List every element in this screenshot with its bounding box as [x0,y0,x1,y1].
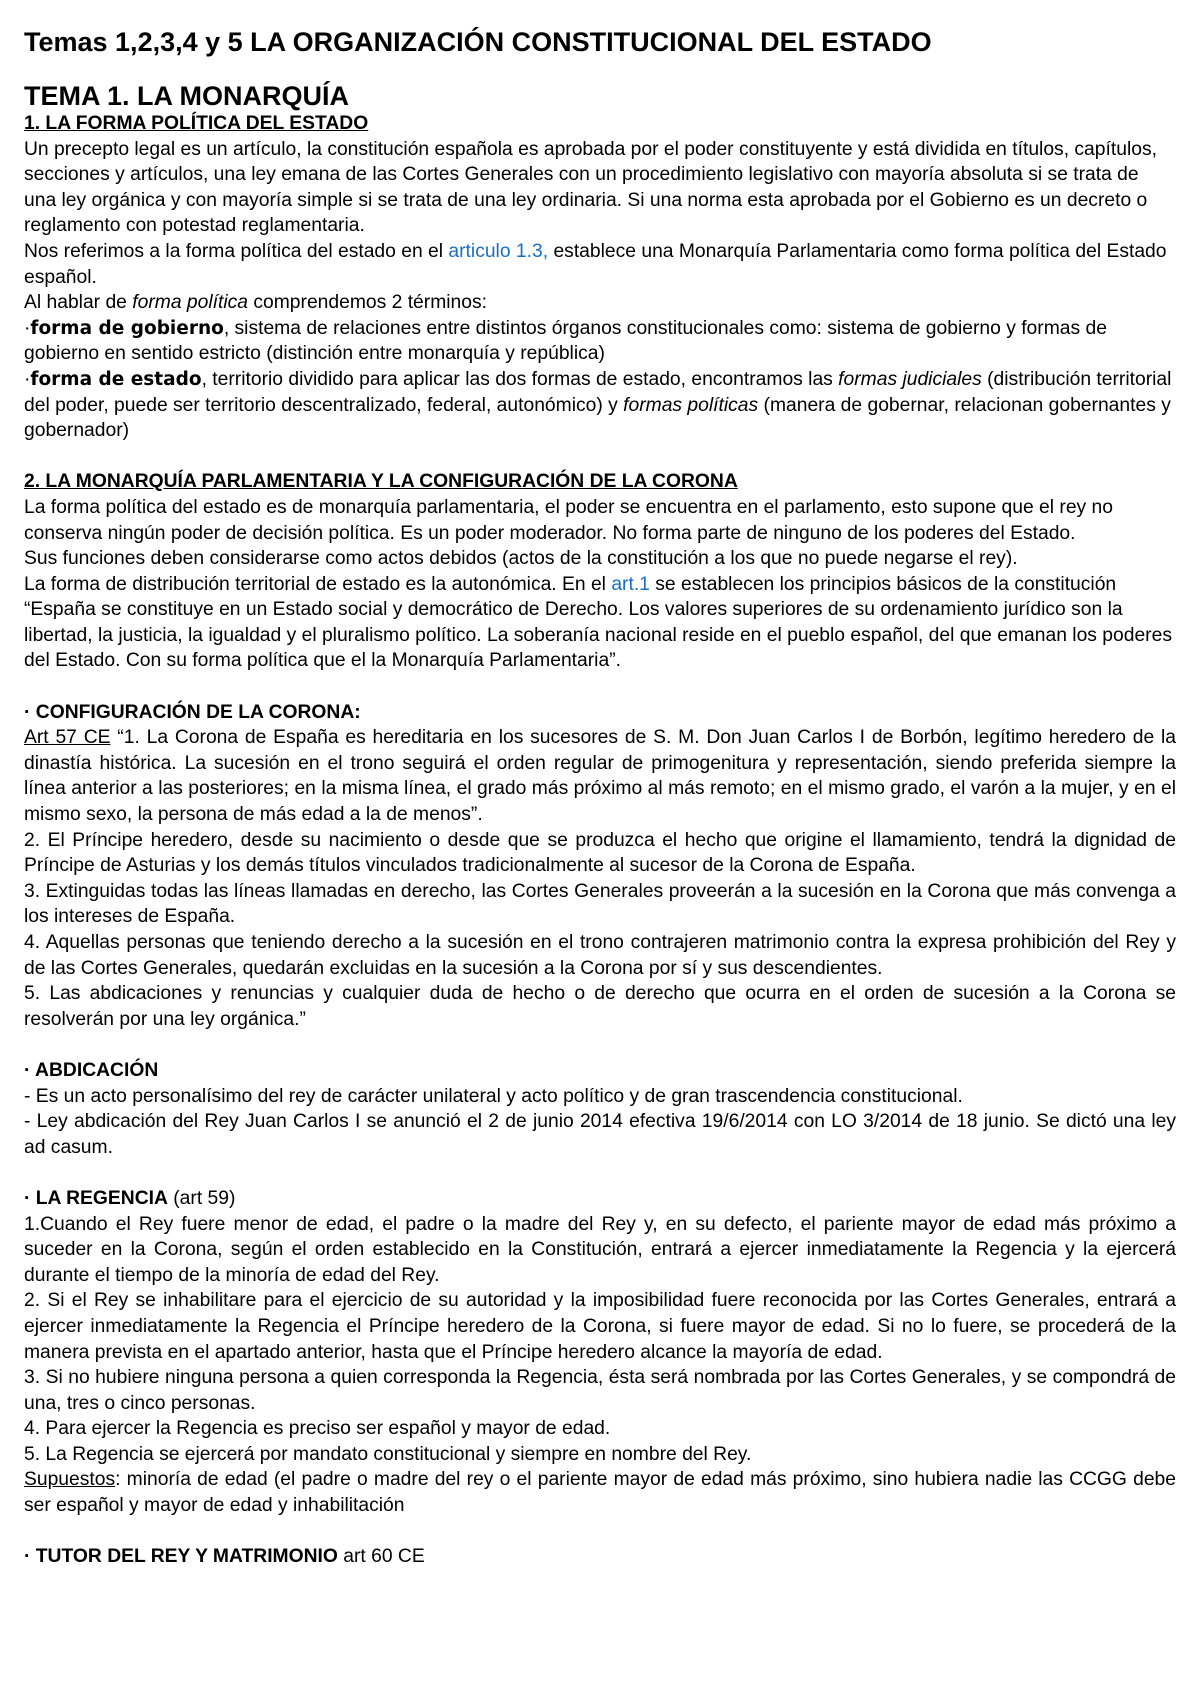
section-2-paragraph-3 [24,572,1176,674]
section-1-paragraph-3 [24,290,1176,316]
art-57-label: Art 57 CE [24,727,111,749]
bold-heading: · LA REGENCIA [24,1187,168,1209]
text-span: , territorio dividido para aplicar las dos formas de estado, encontramos las [201,368,839,390]
abdicacion-item-2: - Ley abdicación del Rey Juan Carlos I se anunció el 2 de junio 2014 efectiva 19/6/2014 con LO 3/2014 de 18 junio. Se dictó una ley ad casum. [24,1111,1176,1158]
spacer [24,1032,1176,1058]
text-span: se establecen los principios básicos de la constitución “España se constituye en un Estado social y democrático de Derecho. Los valores superiores de su ordenamiento jurídico son la libertad, la justicia, la igualdad y el pluralismo político. La soberanía nacional reside en el pueblo español, del que emanan los poderes del Estado. Con su forma política que el la Monarquía Parlamentaria”. [24,573,1172,672]
section-2-heading: 2. LA MONARQUÍA PARLAMENTARIA Y LA CONFIGURACIÓN DE LA CORONA [24,471,738,493]
italic-term: formas políticas [623,394,759,416]
bullet-dot: · [24,368,31,390]
text-span: establece una Monarquía Parlamentaria como forma política del Estado español. [24,240,1167,288]
document-title: Temas 1,2,3,4 y 5 LA ORGANIZACIÓN CONSTITUCIONAL DEL ESTADO [24,27,932,57]
heading-suffix: art 60 CE [337,1546,425,1568]
articulo-1-3-link[interactable]: articulo 1.3, [448,240,549,262]
text-span: : minoría de edad (el padre o madre del rey o el pariente mayor de edad más próximo, sino hubiera nadie las CCGG debe ser español y mayor de edad y inhabilitación [24,1469,1176,1517]
art-1-link[interactable]: art.1 [611,573,650,595]
supuestos-label: Supuestos [24,1469,116,1491]
spacer [24,1519,1176,1545]
regencia-paragraph-5: 5. La Regencia se ejercerá por mandato constitucional y siempre en nombre del Rey. [24,1443,752,1465]
corona-paragraph-4: 4. Aquellas personas que teniendo derecho a la sucesión en el trono contrajeren matrimonio contra la expresa prohibición del Rey y de las Cortes Generales, quedarán excluidas en la sucesión a la Corona por sí y sus descendientes. [24,932,1176,979]
text-span: La forma de distribución territorial de estado es la autonómica. En el [24,573,612,595]
abdicacion-heading: · ABDICACIÓN [24,1059,159,1081]
regencia-paragraph-3: 3. Si no hubiere ninguna persona a quien corresponda la Regencia, ésta será nombrada por las Cortes Generales, y se compondrá de una, tres o cinco personas. [24,1367,1176,1414]
section-2-paragraph-2: Sus funciones deben considerarse como actos debidos (actos de la constitución a los que no puede negarse el rey). [24,548,1018,570]
corona-heading: · CONFIGURACIÓN DE LA CORONA: [24,701,361,723]
tutor-heading [24,1544,1176,1570]
bold-term: forma de estado [30,368,202,390]
corona-paragraph-5: 5. Las abdicaciones y renuncias y cualquier duda de hecho o de derecho que ocurra en el orden de sucesión a la Corona se resolverán por una ley orgánica.” [24,983,1176,1030]
text-span: “1. La Corona de España es hereditaria en los sucesores de S. M. Don Juan Carlos I de Borbón, legítimo heredero de la dinastía histórica. La sucesión en el trono seguirá el orden regular de primogenitura y representación, siendo preferida siempre la línea anterior a las posteriores; en la misma línea, el grado más próximo al más remoto; en el mismo grado, el varón a la mujer, y en el mismo sexo, la persona de más edad a la de menos”. [24,727,1177,826]
spacer [24,674,1176,700]
italic-term: forma política [132,292,249,314]
text-span: Al hablar de [24,292,133,314]
section-1-paragraph-2 [24,239,1176,290]
text-span: (manera de gobernar, relacionan gobernantes y gobernador) [24,394,1171,442]
corona-paragraph-1 [24,725,1176,827]
spacer [24,444,1176,470]
section-1-heading: 1. LA FORMA POLÍTICA DEL ESTADO [24,113,369,134]
forma-de-estado-item [24,367,1176,444]
regencia-paragraph-1: 1.Cuando el Rey fuere menor de edad, el padre o la madre del Rey y, en su defecto, el pariente mayor de edad más próximo a suceder en la Corona, según el orden establecido en la Constitución, entrará a ejercer inmediatamente la Regencia y la ejercerá durante el tiempo de la minoría de edad del Rey. [24,1213,1176,1286]
regencia-paragraph-4: 4. Para ejercer la Regencia es preciso ser español y mayor de edad. [24,1418,611,1440]
italic-term: formas judiciales [838,368,982,390]
abdicacion-item-1: - Es un acto personalísimo del rey de carácter unilateral y acto político y de gran trascendencia constitucional. [24,1085,963,1107]
forma-de-gobierno-item [24,316,1176,367]
section-1-paragraph-1: Un precepto legal es un artículo, la constitución española es aprobada por el poder constituyente y está dividida en títulos, capítulos, secciones y artículos, una ley emana de las Cortes Generales con un procedimiento legislativo con mayoría absoluta si se trata de una ley orgánica y con mayoría simple si se trata de una ley ordinaria. Si una norma esta aprobada por el Gobierno es un decreto o reglamento con potestad reglamentaria. [24,138,1157,237]
bullet-dot: · [24,317,31,339]
heading-suffix: (art 59) [167,1187,236,1209]
text-span: comprendemos 2 términos: [248,292,487,314]
section-2-paragraph-1: La forma política del estado es de monarquía parlamentaria, el poder se encuentra en el parlamento, esto supone que el rey no conserva ningún poder de decisión política. Es un poder moderador. No forma parte de ninguno de los poderes del Estado. [24,496,1114,544]
text-span: (distribución territorial del poder, puede ser territorio descentralizado, federal, autonómico) y [24,368,1172,416]
spacer [24,1160,1176,1186]
bold-term: forma de gobierno [30,317,224,339]
supuestos-paragraph [24,1467,1176,1518]
regencia-heading [24,1186,1176,1212]
bold-heading: · TUTOR DEL REY Y MATRIMONIO [24,1546,338,1568]
text-span: Nos referimos a la forma política del estado en el [24,240,449,262]
text-span: , sistema de relaciones entre distintos órganos constitucionales como: sistema de gobierno y formas de gobierno en sentido estricto (distinción entre monarquía y república) [24,317,1107,365]
regencia-paragraph-2: 2. Si el Rey se inhabilitare para el ejercicio de su autoridad y la imposibilidad fuere reconocida por las Cortes Generales, entrará a ejercer inmediatamente la Regencia el Príncipe heredero de la Corona, si fuere mayor de edad. Si no lo fuere, se procederá de la manera prevista en el apartado anterior, hasta que el Príncipe heredero alcance la mayoría de edad. [24,1290,1176,1363]
corona-paragraph-3: 3. Extinguidas todas las líneas llamadas en derecho, las Cortes Generales proveerán a la sucesión en la Corona que más convenga a los intereses de España. [24,880,1176,928]
tema-1-title: TEMA 1. LA MONARQUÍA [24,81,349,111]
corona-paragraph-2: 2. El Príncipe heredero, desde su nacimiento o desde que se produzca el hecho que origine el llamamiento, tendrá la dignidad de Príncipe de Asturias y los demás títulos vinculados tradicionalmente al sucesor de la Corona de España. [24,829,1176,877]
